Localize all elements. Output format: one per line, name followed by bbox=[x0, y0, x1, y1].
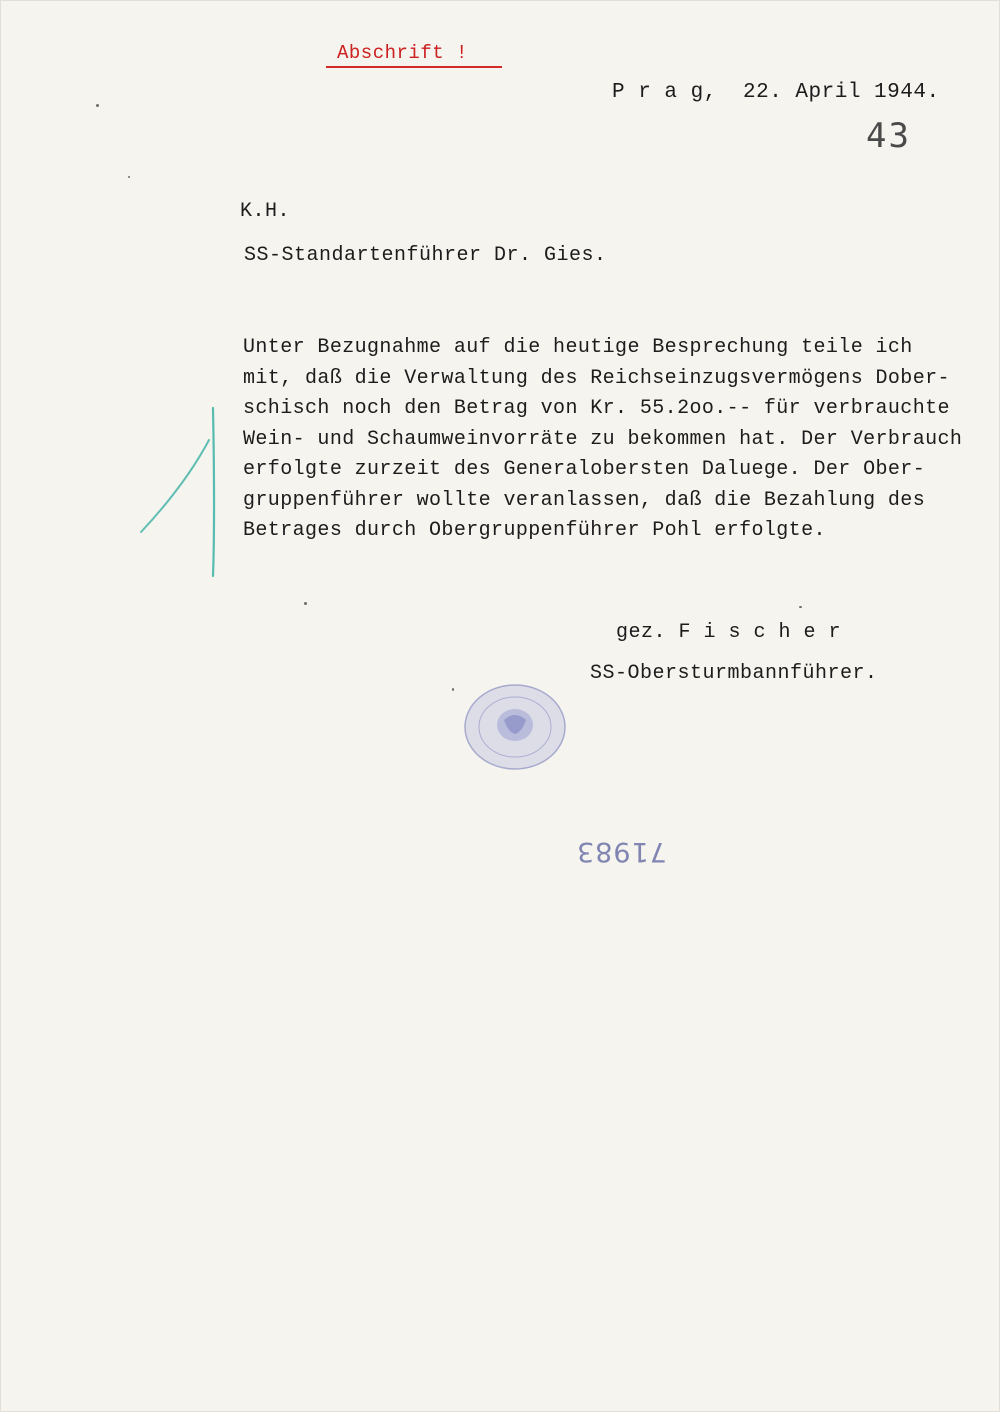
body-line: Wein- und Schaumweinvorräte zu bekommen hat. Der Verbrauch bbox=[243, 427, 963, 451]
dateline: P r a g, 22. April 1944. bbox=[612, 81, 940, 104]
recipient: K.H. bbox=[240, 200, 291, 223]
archive-number-stamp: 71983 bbox=[576, 836, 667, 867]
letter-body bbox=[243, 336, 973, 550]
margin-pencil-mark bbox=[135, 400, 235, 580]
paper-speck bbox=[452, 688, 454, 691]
body-line: mit, daß die Verwaltung des Reichseinzugsvermögens Dober- bbox=[243, 366, 950, 390]
signer-rank: SS-Obersturmbannführer. bbox=[590, 662, 878, 685]
paper-speck bbox=[128, 176, 130, 178]
folio-number: 43 bbox=[866, 116, 911, 156]
archive-seal-stamp bbox=[460, 680, 570, 775]
body-line: Unter Bezugnahme auf die heutige Besprechung teile ich bbox=[243, 336, 913, 359]
recipient-rank-line: SS-Standartenführer Dr. Gies. bbox=[244, 244, 607, 267]
body-line: Betrages durch Obergruppenführer Pohl erfolgte. bbox=[243, 519, 826, 542]
body-line: erfolgte zurzeit des Generalobersten Daluege. Der Ober- bbox=[243, 458, 926, 481]
signature-line: gez. F i s c h e r bbox=[616, 621, 842, 644]
copy-header-mark: Abschrift ! bbox=[337, 42, 468, 64]
body-line: schisch noch den Betrag von Kr. 55.2oo.-- für verbrauchte bbox=[243, 397, 950, 420]
body-line: gruppenführer wollte veranlassen, daß die Bezahlung des bbox=[243, 488, 926, 512]
paper-speck bbox=[304, 602, 307, 605]
paper-speck bbox=[799, 606, 802, 608]
paper-speck bbox=[96, 104, 99, 107]
header-underline bbox=[326, 66, 502, 68]
